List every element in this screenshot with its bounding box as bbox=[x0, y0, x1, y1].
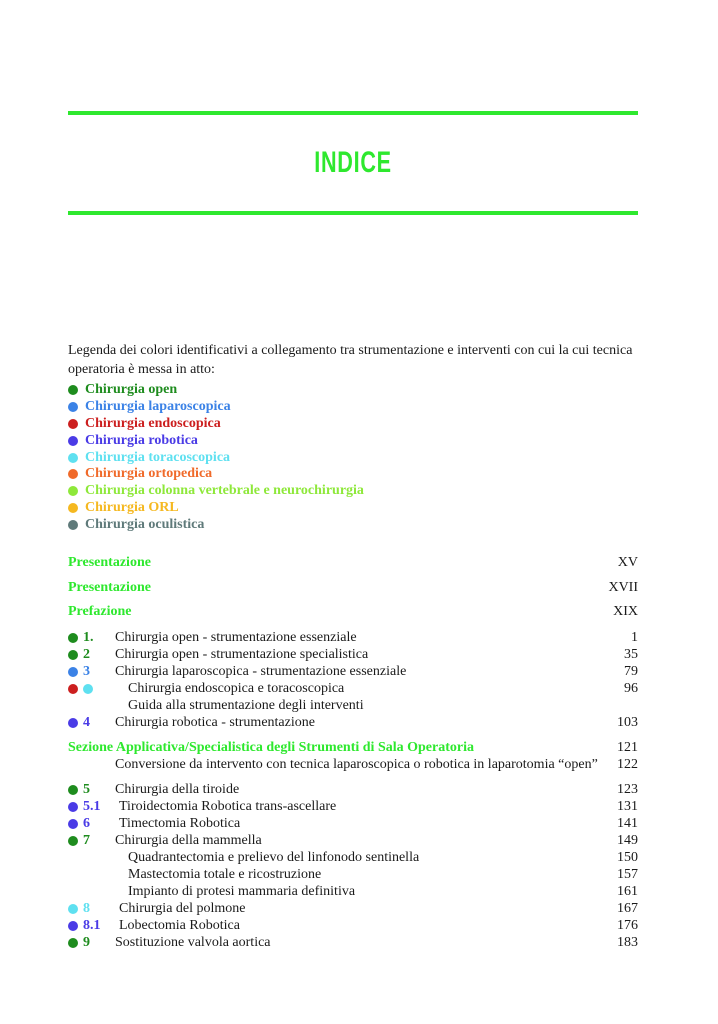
toc-page: XIX bbox=[613, 604, 638, 619]
toc-row-ch6[interactable] bbox=[68, 815, 638, 832]
toc-title: Mastectomia totale e ricostruzione bbox=[128, 867, 322, 882]
chapter-number: 8.1 bbox=[83, 918, 101, 933]
chapter-number: 5.1 bbox=[83, 799, 101, 814]
toc-page: 79 bbox=[624, 664, 638, 679]
toc-title: Sostituzione valvola aortica bbox=[115, 935, 271, 950]
toc-title: Lobectomia Robotica bbox=[119, 918, 240, 933]
legend-label: Chirurgia ORL bbox=[85, 499, 179, 515]
toc-title: Prefazione bbox=[68, 604, 132, 619]
toc-page: XV bbox=[617, 555, 638, 570]
top-rule bbox=[68, 111, 638, 115]
toc-row-ch8[interactable] bbox=[68, 900, 638, 917]
chapter-number: 6 bbox=[83, 816, 90, 831]
toc-page: 183 bbox=[617, 935, 638, 950]
toc-title: Presentazione bbox=[68, 555, 151, 570]
chapter-number: 3 bbox=[83, 664, 90, 679]
legend-item-oculistica bbox=[68, 516, 364, 533]
toc-row-ch2[interactable] bbox=[68, 646, 638, 663]
toc-title: Timectomia Robotica bbox=[119, 816, 241, 831]
legend-label: Chirurgia laparoscopica bbox=[85, 399, 231, 415]
toc-page: 122 bbox=[617, 757, 638, 772]
legend-item-endoscopica bbox=[68, 416, 364, 433]
toc-title: Guida alla strumentazione degli interventi bbox=[128, 698, 364, 713]
toc-page: 1 bbox=[631, 630, 638, 645]
toc-row-ch5[interactable] bbox=[68, 781, 638, 798]
legend-label: Chirurgia robotica bbox=[85, 432, 198, 448]
toc-page: 123 bbox=[617, 782, 638, 797]
chapter-number: 1. bbox=[83, 630, 94, 645]
color-legend bbox=[68, 382, 364, 533]
dot-icon bbox=[68, 436, 78, 446]
toc-row-guida[interactable] bbox=[68, 697, 638, 714]
toc-row-ch9[interactable] bbox=[68, 934, 638, 951]
toc-title: Chirurgia della tiroide bbox=[115, 782, 240, 797]
toc-title: Impianto di protesi mammaria definitiva bbox=[128, 884, 356, 899]
toc-title: Conversione da intervento con tecnica laparoscopica o robotica in laparotomia “open” bbox=[115, 757, 598, 772]
chapter-number: 4 bbox=[83, 715, 90, 730]
dot-icon bbox=[68, 938, 78, 948]
legend-item-ortopedica bbox=[68, 466, 364, 483]
toc-row-endoscopica[interactable] bbox=[68, 680, 638, 697]
dot-icon bbox=[68, 385, 78, 395]
dot-icon bbox=[68, 503, 78, 513]
chapter-number: 2 bbox=[83, 647, 90, 662]
dot-icon bbox=[68, 402, 78, 412]
toc-row-presentazione-2[interactable] bbox=[68, 579, 638, 596]
toc-title: Presentazione bbox=[68, 580, 151, 595]
toc-page: 167 bbox=[617, 901, 638, 916]
toc-title: Sezione Applicativa/Specialistica degli Strumenti di Sala Operatoria bbox=[68, 740, 474, 755]
page-title: INDICE bbox=[314, 146, 392, 179]
toc-title: Chirurgia open - strumentazione essenziale bbox=[115, 630, 357, 645]
toc-row-ch1[interactable] bbox=[68, 629, 638, 646]
legend-item-robotica bbox=[68, 432, 364, 449]
legend-item-orl bbox=[68, 500, 364, 517]
toc-page: XVII bbox=[608, 580, 638, 595]
legend-label: Chirurgia colonna vertebrale e neurochirurgia bbox=[85, 483, 364, 499]
toc-row-ch8-1[interactable] bbox=[68, 917, 638, 934]
bottom-rule bbox=[68, 211, 638, 215]
legend-intro: Legenda dei colori identificativi a collegamento tra strumentazione e interventi con cui la cui tecnica operatoria è messa in atto: bbox=[68, 343, 633, 377]
toc-row-conversione[interactable] bbox=[68, 756, 638, 773]
legend-item-toracoscopica bbox=[68, 449, 364, 466]
toc-title: Chirurgia open - strumentazione specialistica bbox=[115, 647, 369, 662]
dot-icon bbox=[68, 419, 78, 429]
dot-icon bbox=[68, 633, 78, 643]
legend-label: Chirurgia oculistica bbox=[85, 516, 205, 532]
dot-icon bbox=[68, 667, 78, 677]
toc-title: Chirurgia endoscopica e toracoscopica bbox=[128, 681, 345, 696]
toc-row-ch4[interactable] bbox=[68, 714, 638, 731]
toc-page: 131 bbox=[617, 799, 638, 814]
legend-label: Chirurgia toracoscopica bbox=[85, 449, 231, 465]
toc-title: Chirurgia del polmone bbox=[119, 901, 246, 916]
dot-icon bbox=[68, 785, 78, 795]
toc-row-sezione[interactable] bbox=[68, 739, 638, 756]
dot-icon bbox=[68, 836, 78, 846]
toc-page: 149 bbox=[617, 833, 638, 848]
dot-icon bbox=[83, 684, 93, 694]
legend-item-open bbox=[68, 382, 364, 399]
legend-label: Chirurgia ortopedica bbox=[85, 466, 213, 482]
toc-row-ch7-a[interactable] bbox=[68, 849, 638, 866]
chapter-number: 5 bbox=[83, 782, 90, 797]
legend-label: Chirurgia open bbox=[85, 382, 178, 398]
toc-page: 157 bbox=[617, 867, 638, 882]
chapter-number: 7 bbox=[83, 833, 90, 848]
toc-page: 121 bbox=[617, 740, 638, 755]
toc-row-ch3[interactable] bbox=[68, 663, 638, 680]
toc-row-ch7-c[interactable] bbox=[68, 883, 638, 900]
toc-title: Tiroidectomia Robotica trans-ascellare bbox=[119, 799, 337, 814]
toc-row-ch7-b[interactable] bbox=[68, 866, 638, 883]
toc-page: 161 bbox=[617, 884, 638, 899]
toc-row-ch5-1[interactable] bbox=[68, 798, 638, 815]
dot-icon bbox=[68, 520, 78, 530]
toc-page: 96 bbox=[624, 681, 638, 696]
toc-page: 176 bbox=[617, 918, 638, 933]
toc-title: Chirurgia laparoscopica - strumentazione essenziale bbox=[115, 664, 407, 679]
toc-row-presentazione-1[interactable] bbox=[68, 554, 638, 571]
toc-row-ch7[interactable] bbox=[68, 832, 638, 849]
toc-page: 141 bbox=[617, 816, 638, 831]
chapter-number: 8 bbox=[83, 901, 90, 916]
legend-label: Chirurgia endoscopica bbox=[85, 415, 221, 431]
dot-icon bbox=[68, 453, 78, 463]
toc-row-prefazione[interactable] bbox=[68, 603, 638, 620]
toc-title: Quadrantectomia e prelievo del linfonodo sentinella bbox=[128, 850, 420, 865]
dot-icon bbox=[68, 802, 78, 812]
toc-title: Chirurgia robotica - strumentazione bbox=[115, 715, 315, 730]
chapter-number: 9 bbox=[83, 935, 90, 950]
legend-item-colonna bbox=[68, 483, 364, 500]
dot-icon bbox=[68, 921, 78, 931]
dot-icon bbox=[68, 469, 78, 479]
toc-page: 35 bbox=[624, 647, 638, 662]
dot-icon bbox=[68, 904, 78, 914]
dot-icon bbox=[68, 486, 78, 496]
toc-page: 103 bbox=[617, 715, 638, 730]
toc-title: Chirurgia della mammella bbox=[115, 833, 262, 848]
dot-icon bbox=[68, 819, 78, 829]
dot-icon bbox=[68, 718, 78, 728]
legend-item-laparoscopica bbox=[68, 399, 364, 416]
dot-icon bbox=[68, 650, 78, 660]
dot-icon bbox=[68, 684, 78, 694]
toc-page: 150 bbox=[617, 850, 638, 865]
